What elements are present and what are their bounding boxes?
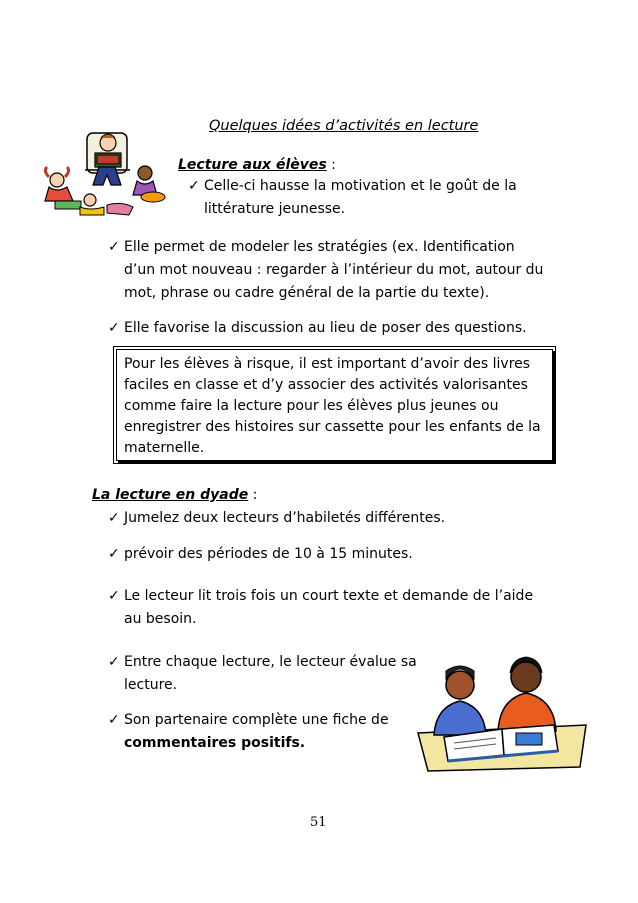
checkmark-icon: ✓ [108, 510, 120, 526]
list-item: ✓ Elle permet de modeler les stratégies (ex. Identification [108, 236, 515, 258]
pair-reading-clipart [414, 655, 590, 773]
box-line: Pour les élèves à risque, il est important d’avoir des livres [124, 356, 531, 372]
list-item-cont: au besoin. [124, 611, 197, 627]
checkmark-icon: ✓ [108, 320, 120, 336]
at-risk-note-box [116, 349, 553, 461]
section1-item: ✓ Celle-ci hausse la motivation et le goût de la [188, 175, 517, 197]
checkmark-icon: ✓ [108, 712, 120, 728]
section1-item-cont: littérature jeunesse. [204, 201, 346, 217]
list-item-cont: lecture. [124, 677, 178, 693]
checkmark-icon: ✓ [108, 654, 120, 670]
list-item: ✓ Jumelez deux lecteurs d’habiletés différentes. [108, 507, 445, 529]
list-item-cont: d’un mot nouveau : regarder à l’intérieur du mot, autour du [124, 262, 544, 278]
box-line: enregistrer des histoires sur cassette pour les enfants de la [124, 419, 541, 435]
box-line: maternelle. [124, 440, 205, 456]
page-number: 51 [310, 815, 327, 830]
section2-heading-row: La lecture en dyade : [92, 487, 258, 503]
section2-heading: La lecture en dyade [92, 487, 249, 503]
checkmark-icon: ✓ [188, 178, 200, 194]
list-item-cont: commentaires positifs. [124, 735, 306, 751]
checkmark-icon: ✓ [108, 239, 120, 255]
checkmark-icon: ✓ [108, 546, 120, 562]
list-item: ✓ prévoir des périodes de 10 à 15 minutes. [108, 543, 413, 565]
list-item: ✓ Elle favorise la discussion au lieu de poser des questions. [108, 317, 527, 339]
list-item: ✓ Le lecteur lit trois fois un court texte et demande de l’aide [108, 585, 533, 607]
children-reading-clipart [35, 125, 175, 225]
box-line: comme faire la lecture pour les élèves plus jeunes ou [124, 398, 499, 414]
section1-heading: Lecture aux élèves [178, 157, 327, 173]
checkmark-icon: ✓ [108, 588, 120, 604]
list-item-cont: mot, phrase ou cadre général de la partie du texte). [124, 285, 490, 301]
list-item: ✓ Son partenaire complète une fiche de [108, 709, 389, 731]
list-item: ✓ Entre chaque lecture, le lecteur évalue sa [108, 651, 417, 673]
box-line: faciles en classe et d’y associer des activités valorisantes [124, 377, 528, 393]
page-title: Quelques idées d’activités en lecture [209, 118, 479, 134]
section1-heading-row: Lecture aux élèves : [178, 157, 336, 173]
